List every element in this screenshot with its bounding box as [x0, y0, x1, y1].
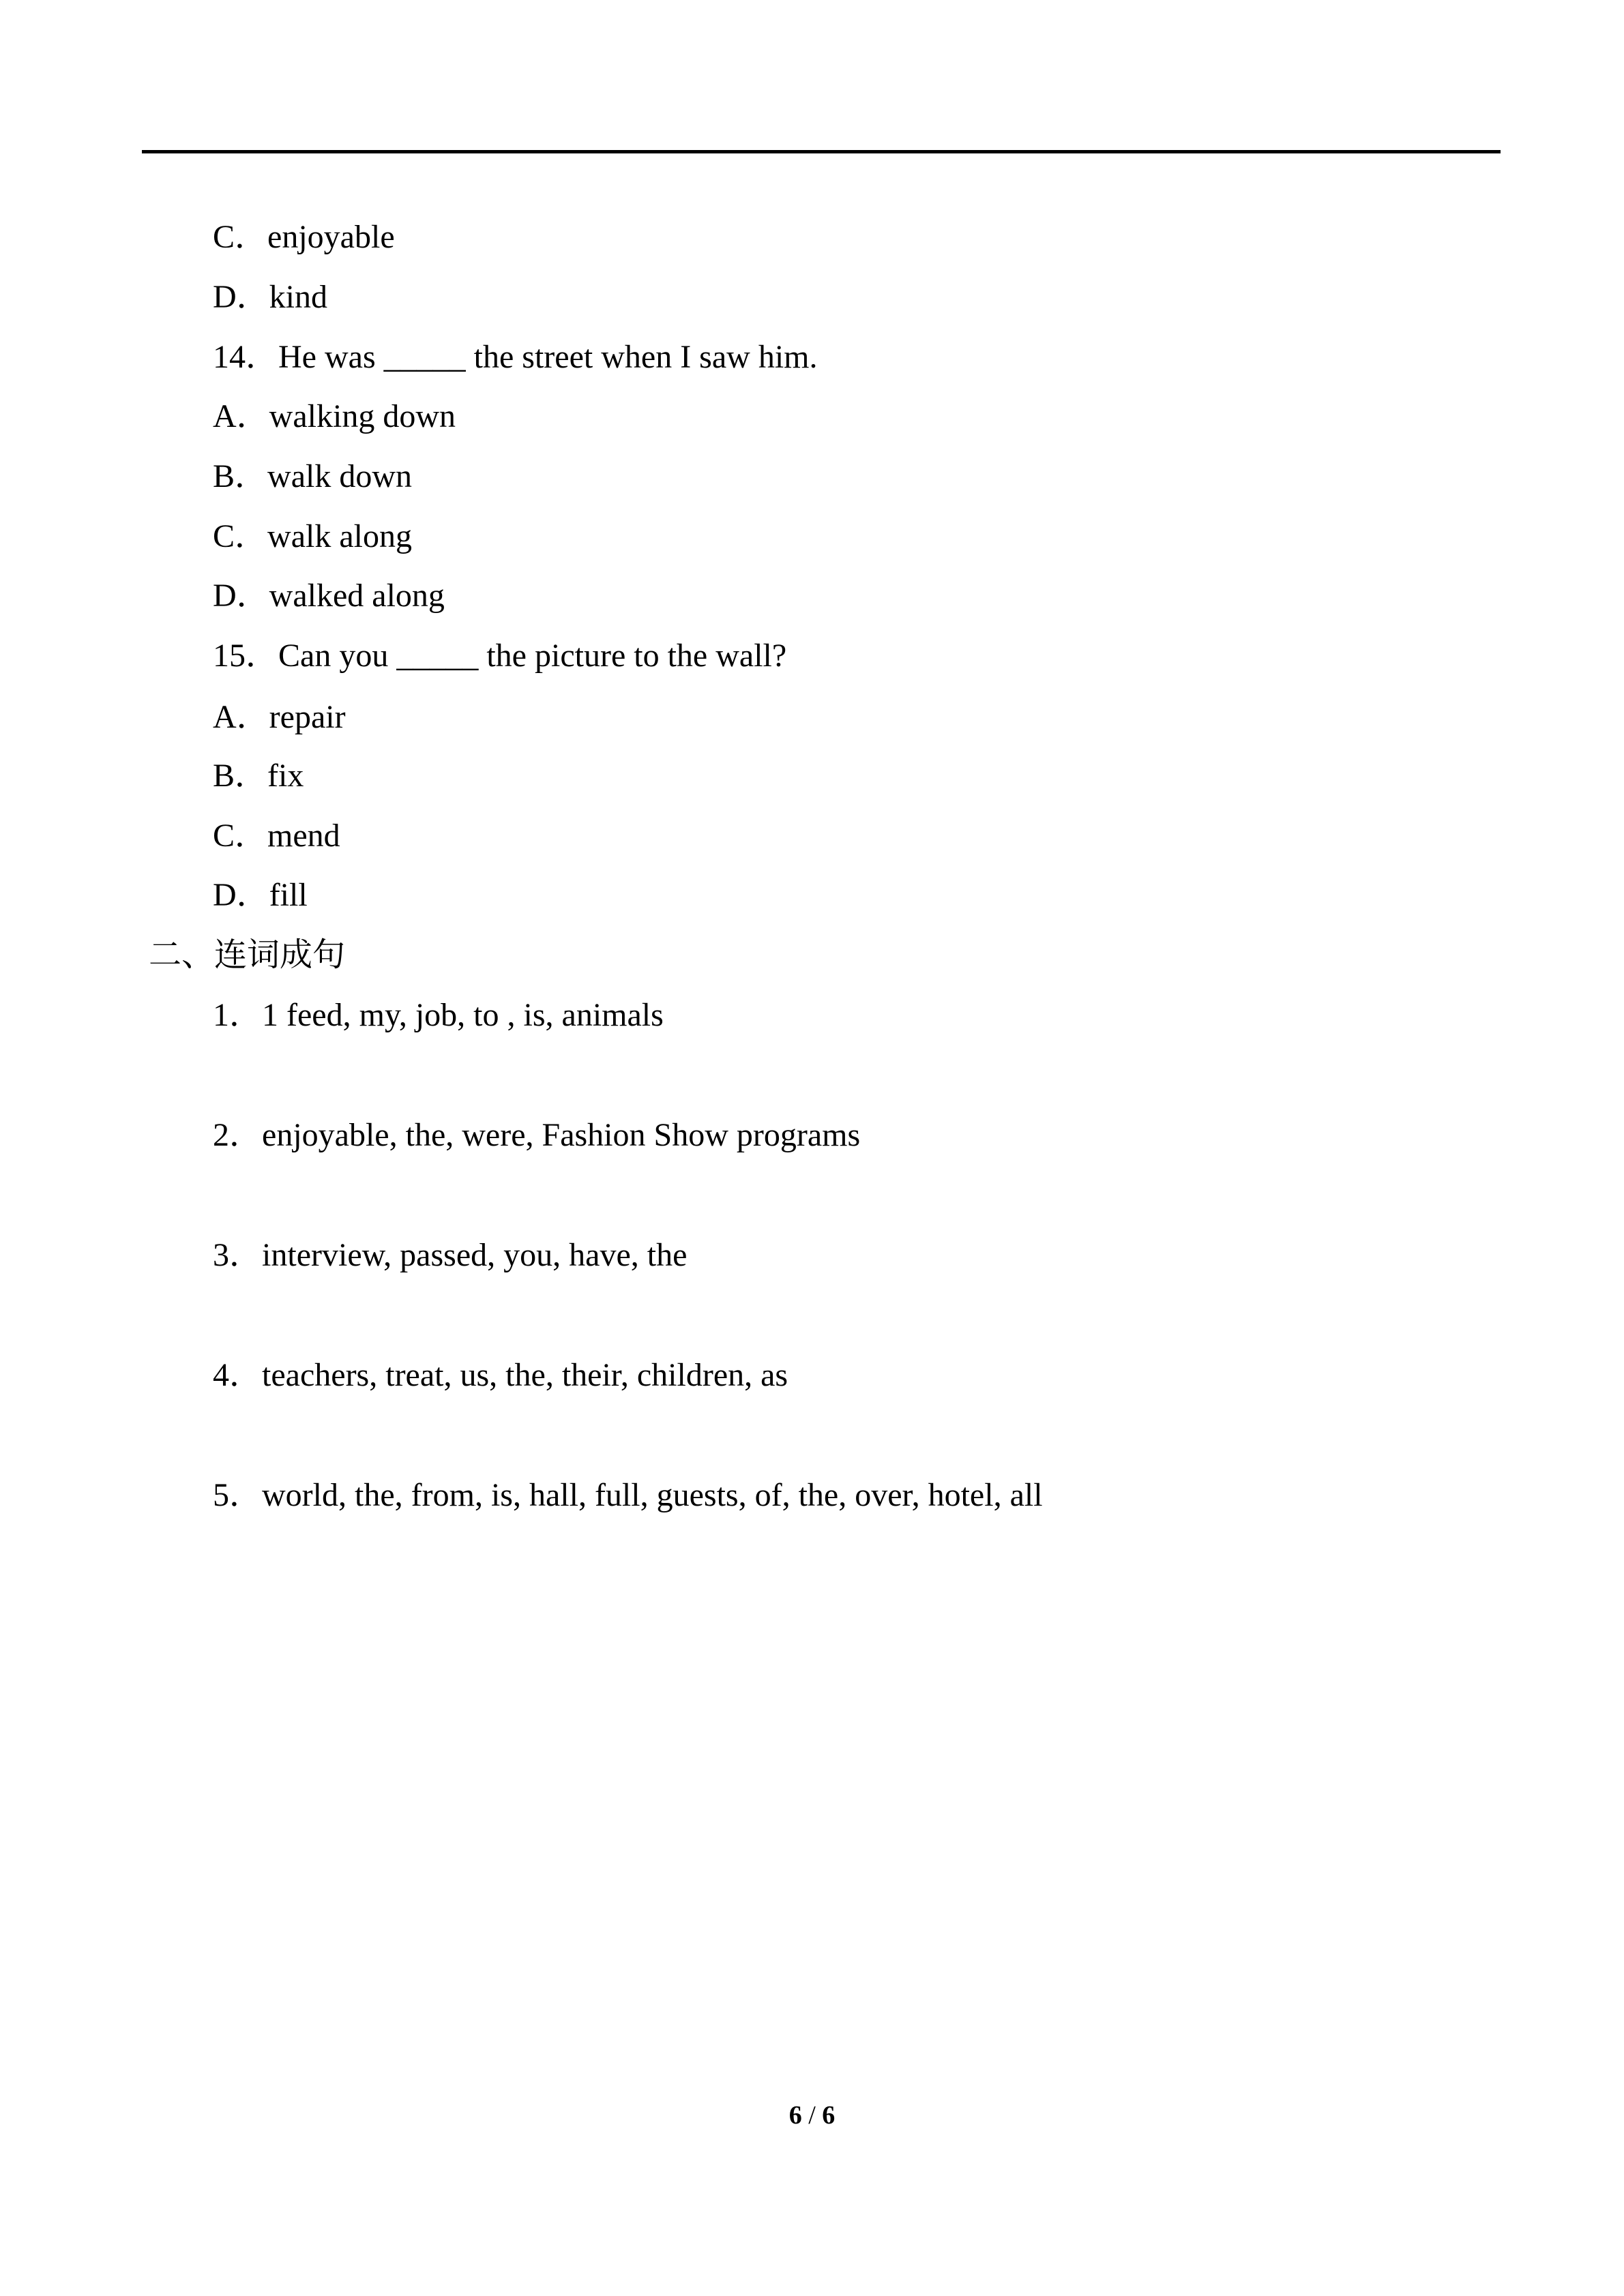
option-letter: A． — [213, 398, 269, 434]
sentence-item — [213, 1465, 1043, 1525]
option-text: walked along — [269, 578, 445, 614]
page-number-current: 6 — [788, 2101, 802, 2130]
sentence-item — [213, 1225, 687, 1285]
option-text: mend — [267, 818, 340, 854]
option-row — [213, 746, 304, 806]
option-row — [213, 387, 456, 447]
page-footer — [0, 2100, 1624, 2130]
question-text: Can you _____ the picture to the wall? — [278, 638, 787, 674]
option-row — [213, 507, 412, 567]
sentence-item — [213, 1105, 860, 1165]
option-row — [213, 447, 412, 507]
option-row — [213, 207, 395, 267]
item-number: 1． — [213, 997, 263, 1033]
option-letter: D． — [213, 877, 269, 913]
option-letter: A． — [213, 699, 269, 735]
option-text: fix — [267, 758, 304, 794]
option-row — [213, 267, 327, 327]
question-number: 14． — [213, 339, 279, 375]
item-text: world, the, from, is, hall, full, guests, of, the, over, hotel, all — [262, 1477, 1043, 1513]
header-rule — [142, 150, 1501, 153]
option-row — [213, 566, 445, 626]
option-letter: B． — [213, 758, 268, 794]
option-row — [213, 687, 346, 747]
option-letter: B． — [213, 458, 268, 494]
option-text: walking down — [269, 398, 456, 434]
page-number-total: 6 — [822, 2101, 836, 2130]
page-number-separator: / — [801, 2101, 823, 2130]
option-text: kind — [269, 279, 328, 315]
option-text: walk along — [267, 518, 412, 554]
option-row — [213, 865, 308, 925]
question-number: 15． — [213, 638, 279, 674]
section-heading: 二、连词成句 — [149, 937, 346, 973]
item-text: enjoyable, the, were, Fashion Show programs — [262, 1117, 861, 1153]
item-number: 2． — [213, 1117, 263, 1153]
question-stem — [213, 327, 818, 387]
option-letter: C． — [213, 518, 268, 554]
option-text: repair — [269, 699, 346, 735]
item-number: 3． — [213, 1237, 263, 1273]
item-text: interview, passed, you, have, the — [262, 1237, 688, 1273]
item-text: teachers, treat, us, the, their, children, as — [262, 1357, 788, 1393]
option-letter: C． — [213, 818, 268, 854]
question-text: He was _____ the street when I saw him. — [278, 339, 818, 375]
option-text: walk down — [267, 458, 412, 494]
sentence-item — [213, 1345, 788, 1405]
option-letter: D． — [213, 279, 269, 315]
option-row — [213, 806, 340, 866]
option-letter: D． — [213, 578, 269, 614]
question-stem — [213, 626, 786, 686]
sentence-item — [213, 985, 664, 1045]
option-letter: C． — [213, 219, 268, 255]
item-number: 5． — [213, 1477, 263, 1513]
item-number: 4． — [213, 1357, 263, 1393]
option-text: fill — [269, 877, 308, 913]
option-text: enjoyable — [267, 219, 395, 255]
item-text: 1 feed, my, job, to , is, animals — [262, 997, 664, 1033]
